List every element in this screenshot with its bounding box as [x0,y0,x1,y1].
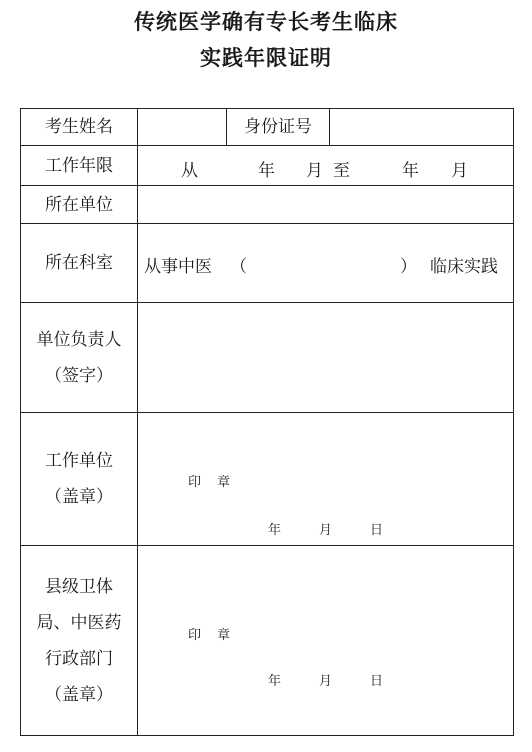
field-county-seal[interactable] [138,546,514,736]
label-work-unit-seal [21,413,138,546]
county-day: 日 [370,674,390,689]
work-unit-month: 月 [319,523,339,538]
county-stamp-text: 印 章 [188,628,237,643]
row-unit [21,186,514,224]
field-unit[interactable] [138,186,514,224]
county-month: 月 [319,674,339,689]
label-unit: 所在单位 [21,186,138,224]
row-work-unit-seal [21,413,514,546]
dept-suffix: 临床实践 [430,257,498,277]
field-work-unit-seal[interactable] [138,413,514,546]
label-work-years: 工作年限 [21,146,138,186]
row-department [21,224,514,303]
row-work-years [21,146,514,186]
work-unit-stamp-text: 印 章 [188,475,237,490]
label-county-line4: （盖章） [45,684,113,705]
field-id-number[interactable] [330,109,514,146]
work-unit-year: 年 [268,523,288,538]
label-unit-head-line2: （签字） [45,365,113,386]
county-year: 年 [268,674,288,689]
label-department: 所在科室 [21,224,138,303]
row-county-seal [21,546,514,736]
label-county-seal [21,546,138,736]
years-year1: 年 [258,161,275,181]
row-unit-head [21,303,514,413]
years-month1: 月 [306,161,323,181]
label-id-number: 身份证号 [227,109,330,146]
label-candidate-name: 考生姓名 [21,109,138,146]
work-unit-day: 日 [370,523,390,538]
field-unit-head-signature[interactable] [138,303,514,413]
years-year2: 年 [402,161,419,181]
row-candidate-name [21,109,514,146]
label-work-unit-line2: （盖章） [45,487,113,507]
label-unit-head-line1: 单位负责人 [36,329,122,350]
label-work-unit-line1: 工作单位 [45,451,113,471]
field-candidate-name[interactable] [138,109,227,146]
label-county-line1: 县级卫体 [45,576,113,597]
document-title-line1: 传统医学确有专长考生临床 [134,10,398,34]
years-from: 从 [181,161,198,181]
dept-prefix: 从事中医 [144,257,212,277]
dept-open-paren: （ [230,257,247,277]
field-department[interactable] [138,224,514,303]
years-to: 至 [333,161,350,181]
document-title-line2: 实践年限证明 [200,46,332,70]
label-county-line3: 行政部门 [45,648,113,669]
field-work-years[interactable] [138,146,514,186]
dept-close-paren: ） [400,257,417,277]
label-unit-head [21,303,138,413]
label-county-line2: 局、中医药 [36,612,122,633]
years-month2: 月 [451,161,468,181]
certificate-form-table [20,108,514,736]
